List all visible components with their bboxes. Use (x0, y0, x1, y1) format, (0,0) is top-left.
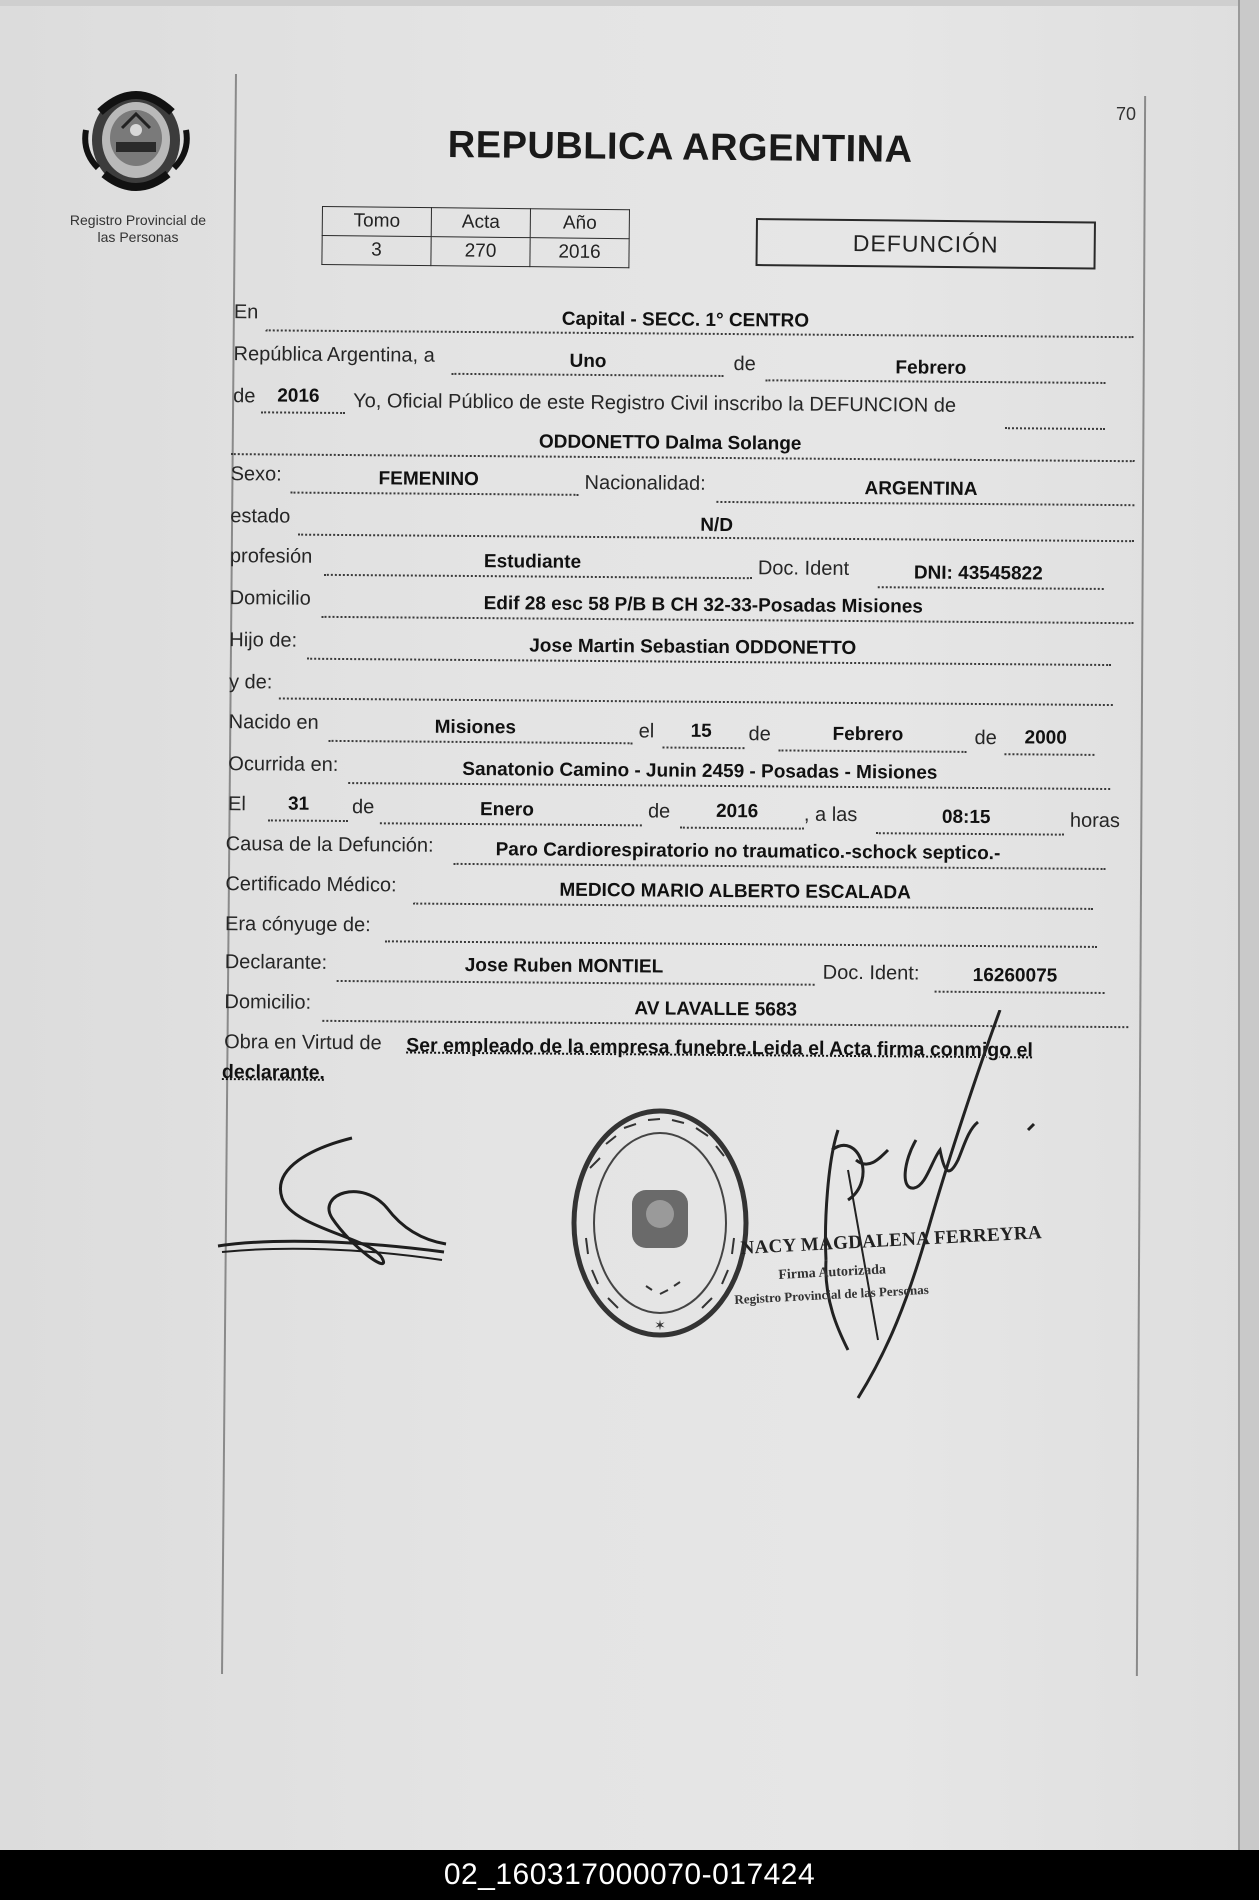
tomo-value: 3 (322, 236, 431, 266)
el-label: el (638, 720, 655, 743)
alas-label: , a las (803, 803, 858, 827)
horas-label: horas (1069, 809, 1121, 833)
conyuge-dotted-line (385, 940, 1097, 948)
nacido-dotted-line (329, 740, 633, 744)
ocurrida-dotted-line (348, 782, 1110, 790)
de-label-1: de (733, 353, 756, 376)
de-label-3: de (748, 723, 771, 746)
yde-label: y de: (228, 671, 273, 694)
de-label-5: de (351, 796, 375, 819)
page-number: 70 (1116, 104, 1137, 124)
declarante-doc-label: Doc. Ident: (822, 961, 920, 985)
declarante-doc-dotted-line (935, 991, 1105, 994)
tomo-header: Tomo (322, 207, 431, 237)
svg-text:✶: ✶ (654, 1317, 666, 1333)
declarante-doc: 16260075 (972, 964, 1058, 987)
estado-value: N/D (700, 514, 734, 537)
republica-label: República Argentina, a (233, 343, 435, 367)
inscribo-text: Yo, Oficial Público de este Registro Civil inscribo la DEFUNCION de (353, 390, 957, 417)
estado-label: estado (230, 505, 291, 528)
hijo-dotted-line (307, 658, 1111, 666)
certificado-dotted-line (413, 903, 1093, 910)
nacionalidad-dotted-line (716, 501, 1134, 506)
acta-header: Acta (431, 208, 530, 238)
profesion-label: profesión (229, 545, 313, 568)
month-value: Febrero (895, 357, 967, 379)
birth-year-dotted-line (1004, 753, 1094, 756)
nacionalidad-value: ARGENTINA (864, 478, 978, 500)
month-dotted-line (765, 379, 1105, 384)
birth-day: 15 (690, 720, 712, 742)
ocurrida-label: Ocurrida en: (228, 753, 339, 776)
anio-value: 2016 (530, 238, 629, 268)
sexo-value: FEMENINO (378, 468, 479, 491)
birth-month: Febrero (832, 723, 904, 746)
profesion-dotted-line (324, 574, 752, 579)
causa-label: Causa de la Defunción: (225, 833, 434, 857)
day-dotted-line (451, 373, 723, 377)
doc-ident-label: Doc. Ident (757, 557, 850, 580)
page-title: REPUBLICA ARGENTINA (447, 124, 913, 171)
domicilio2-label: Domicilio: (224, 991, 312, 1014)
domicilio-value: Edif 28 esc 58 P/B B CH 32-33-Posadas Misiones (483, 593, 923, 618)
declarante-dotted-line (337, 980, 815, 986)
acta-value: 270 (431, 237, 530, 267)
death-time: 08:15 (941, 806, 991, 829)
en-label: En (233, 301, 259, 324)
ocurrida-value: Sanatonio Camino - Junin 2459 - Posadas - Misiones (462, 758, 938, 784)
certificado-label: Certificado Médico: (225, 873, 397, 897)
domicilio-dotted-line (321, 616, 1133, 624)
registry-label-line1: Registro Provincial de (69, 212, 207, 228)
declarante-label: Declarante: (224, 951, 328, 974)
certificado-value: MEDICO MARIO ALBERTO ESCALADA (559, 879, 911, 904)
death-month: Enero (479, 799, 534, 821)
en-value: Capital - SECC. 1° CENTRO (561, 308, 810, 332)
official-title: Firma Autorizada (778, 1262, 887, 1283)
official-name: NACY MAGDALENA FERREYRA (740, 1222, 1043, 1259)
birth-month-dotted-line (778, 749, 966, 752)
conyuge-label: Era cónyuge de: (225, 913, 371, 937)
birth-day-dotted-line (662, 747, 744, 750)
death-day-dotted-line (268, 819, 348, 822)
hijo-value: Jose Martin Sebastian ODDONETTO (529, 635, 857, 660)
declarante-value: Jose Ruben MONTIEL (464, 954, 664, 978)
domicilio-label: Domicilio (229, 587, 311, 610)
official-signature (728, 1010, 1058, 1410)
record-type-box: DEFUNCIÓN (755, 218, 1095, 270)
causa-dotted-line (454, 863, 1106, 870)
death-year: 2016 (715, 800, 759, 823)
sexo-label: Sexo: (230, 463, 282, 486)
hijo-label: Hijo de: (229, 629, 298, 652)
causa-value: Paro Cardiorespiratorio no traumatico.-schock septico.- (495, 839, 1001, 865)
obra-label: Obra en Virtud de (224, 1031, 382, 1055)
day-value: Uno (569, 350, 607, 373)
nacionalidad-label: Nacionalidad: (584, 471, 706, 495)
inscribo-dotted-line (1005, 427, 1105, 430)
de-label-2: de (233, 385, 256, 408)
doc-value: DNI: 43545822 (913, 562, 1043, 585)
el-cap-label: El (227, 793, 246, 816)
deceased-name: ODDONETTO Dalma Solange (538, 431, 802, 455)
yde-dotted-line (279, 697, 1113, 706)
domicilio2-value: AV LAVALLE 5683 (634, 998, 798, 1021)
profesion-value: Estudiante (483, 551, 582, 573)
death-day: 31 (287, 793, 310, 815)
birth-year: 2000 (1024, 727, 1067, 749)
year-value: 2016 (277, 385, 320, 407)
de-label-6: de (647, 800, 671, 823)
sexo-dotted-line (290, 492, 578, 496)
death-time-dotted-line (876, 832, 1064, 835)
file-code: 02_160317000070-017424 (443, 1858, 816, 1891)
death-year-dotted-line (680, 827, 804, 830)
declarant-signature (212, 1128, 452, 1288)
doc-dotted-line (878, 586, 1104, 590)
obra-value-line2: declarante. (221, 1061, 325, 1084)
year-dotted-line (261, 411, 345, 414)
obra-value-line1: Ser empleado de la empresa funebre.Leida el Acta firma conmigo el (406, 1034, 1033, 1062)
registry-label-line2: las Personas (97, 229, 179, 245)
official-office: Registro Provincial de las Personas (734, 1281, 930, 1307)
de-label-4: de (974, 726, 997, 750)
death-month-dotted-line (380, 822, 642, 826)
nacido-value: Misiones (434, 716, 517, 739)
nacido-label: Nacido en (228, 711, 319, 734)
anio-header: Año (530, 209, 629, 239)
